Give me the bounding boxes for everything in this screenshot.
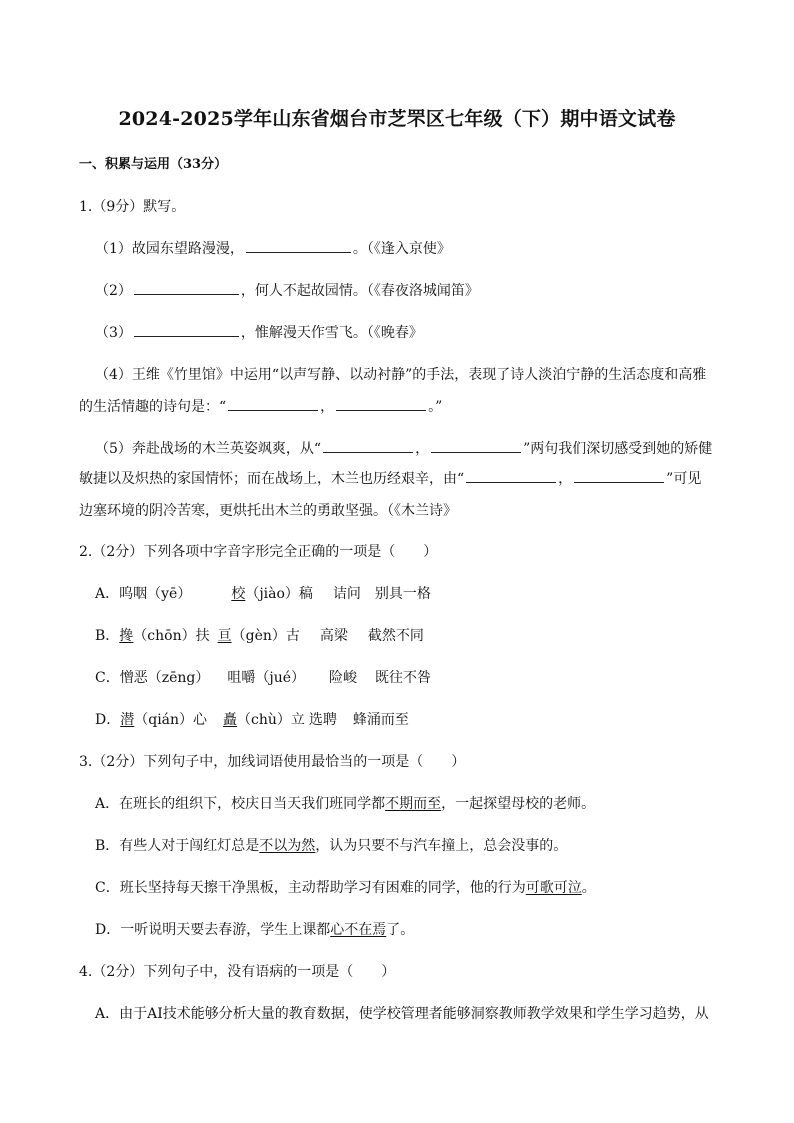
- q2-option-d[interactable]: [95, 709, 409, 729]
- q2-option-a[interactable]: [95, 583, 431, 603]
- answer-blank[interactable]: [466, 468, 556, 483]
- q1-item-3-text: ，惟解漫天作雪飞。（《晚春》: [240, 325, 423, 341]
- q2-option-c[interactable]: [95, 667, 431, 687]
- answer-blank[interactable]: [431, 438, 521, 453]
- option-letter: B．: [95, 628, 120, 644]
- option-text: 了。: [386, 922, 415, 938]
- q1-item-3-label: （3）: [95, 325, 132, 341]
- option-letter: A．: [95, 586, 120, 602]
- q1-item-1-source: 。（《逢入京使》: [352, 241, 451, 257]
- option-word: 别具一格: [374, 586, 431, 602]
- option-word: （qián）心: [134, 712, 208, 728]
- q1-item-5-line3: 边塞环境的阴冷苦寒，更烘托出木兰的勇敢坚强。（《木兰诗》: [79, 503, 457, 519]
- answer-blank[interactable]: [246, 238, 351, 253]
- option-word-underlined: 潜: [120, 712, 135, 728]
- q1-item-5-line2: [79, 468, 701, 488]
- option-underlined-phrase: 不以为然: [259, 838, 316, 854]
- answer-blank[interactable]: [336, 396, 426, 411]
- q1-item-4-line2: [79, 396, 442, 416]
- q1-item-4-line1: （4）王维《竹里馆》中运用“以声写静、以动衬静”的手法，表现了诗人淡泊宁静的生活态度和高雅: [95, 367, 707, 383]
- question-3-stem: 3.（2分）下列句子中，加线词语使用最恰当的一项是（ ）: [79, 754, 466, 770]
- q3-option-c[interactable]: [95, 877, 596, 897]
- q1-item-4-text: 的生活情趣的诗句是：“: [79, 399, 227, 415]
- q4-option-a[interactable]: A．由于AI技术能够分析大量的教育数据，使学校管理者能够洞察教师教学效果和学生学习趋势，从: [95, 1006, 709, 1022]
- option-word: 诘问: [332, 586, 361, 602]
- comma: ，: [415, 441, 430, 457]
- q1-item-5-line1: [95, 438, 712, 458]
- option-word-underlined: 搀: [119, 628, 134, 644]
- q3-option-d[interactable]: [95, 919, 414, 939]
- question-4-stem: 4.（2分）下列句子中，没有语病的一项是（ ）: [79, 964, 396, 980]
- q1-item-5-text-cont: ”可见: [666, 471, 702, 487]
- option-text: C．班长坚持每天擦干净黑板，主动帮助学习有困难的同学，他的行为: [95, 880, 526, 896]
- option-word-underlined: 亘: [217, 628, 232, 644]
- answer-blank[interactable]: [134, 280, 239, 295]
- option-text: A．在班长的组织下，校庆日当天我们班同学都: [95, 796, 386, 812]
- q3-option-b[interactable]: [95, 835, 567, 855]
- option-text: 。: [581, 880, 596, 896]
- section-heading: 一、积累与运用（33分）: [79, 157, 228, 172]
- option-word: 咀嚼（jué）: [227, 670, 306, 686]
- q1-item-3: [95, 322, 423, 342]
- q1-item-2-text: ，何人不起故园情。（《春夜洛城闻笛》: [240, 283, 479, 299]
- option-word: （chù）立: [237, 712, 305, 728]
- option-underlined-phrase: 心不在焉: [330, 922, 387, 938]
- option-text: D．一听说明天要去春游，学生上课都: [95, 922, 331, 938]
- option-word: （chōn）扶: [133, 628, 210, 644]
- option-text: B．有些人对于闯红灯总是: [95, 838, 260, 854]
- answer-blank[interactable]: [574, 468, 664, 483]
- q1-item-1: [95, 238, 451, 258]
- option-word: 呜咽（yē）: [119, 586, 192, 602]
- option-letter: C．: [95, 670, 120, 686]
- comma: ，: [558, 471, 573, 487]
- answer-blank[interactable]: [134, 322, 239, 337]
- comma: ，: [320, 399, 335, 415]
- question-2-stem: 2.（2分）下列各项中字音字形完全正确的一项是（ ）: [79, 544, 438, 560]
- q1-item-1-text: （1）故园东望路漫漫，: [95, 241, 244, 257]
- q3-option-a[interactable]: [95, 793, 595, 813]
- option-word: 截然不同: [367, 628, 424, 644]
- q1-item-2-label: （2）: [95, 283, 132, 299]
- option-underlined-phrase: 可歌可泣: [525, 880, 582, 896]
- option-text: ，认为只要不与汽车撞上，总会没事的。: [315, 838, 568, 854]
- question-1-stem: 1.（9分）默写。: [79, 199, 186, 215]
- option-word: 憎恶（zēng）: [119, 670, 210, 686]
- q1-item-5-text: （5）奔赴战场的木兰英姿飒爽，从“: [95, 441, 322, 457]
- option-word: 选聘: [308, 712, 337, 728]
- option-underlined-phrase: 不期而至: [385, 796, 442, 812]
- option-word: 既往不咎: [375, 670, 432, 686]
- q1-item-2: [95, 280, 479, 300]
- option-word-underlined: 校: [231, 586, 246, 602]
- option-letter: D．: [95, 712, 121, 728]
- q1-item-5-text: 敏捷以及炽热的家国情怀；而在战场上，木兰也历经艰辛，由“: [79, 471, 465, 487]
- option-text: ，一起探望母校的老师。: [441, 796, 596, 812]
- option-word: 高梁: [319, 628, 348, 644]
- option-word: 蜂涌而至: [352, 712, 409, 728]
- option-word: 险峻: [329, 670, 358, 686]
- option-word: （jiào）稿: [245, 586, 313, 602]
- page-title: 2024-2025学年山东省烟台市芝罘区七年级（下）期中语文试卷: [118, 108, 676, 130]
- answer-blank[interactable]: [323, 438, 413, 453]
- q1-item-5-text-cont: ”两句我们深切感受到她的矫健: [523, 441, 713, 457]
- q2-option-b[interactable]: [95, 625, 424, 645]
- close-quote: 。”: [428, 399, 443, 415]
- answer-blank[interactable]: [228, 396, 318, 411]
- option-word: （gèn）古: [231, 628, 300, 644]
- option-word-underlined: 矗: [223, 712, 238, 728]
